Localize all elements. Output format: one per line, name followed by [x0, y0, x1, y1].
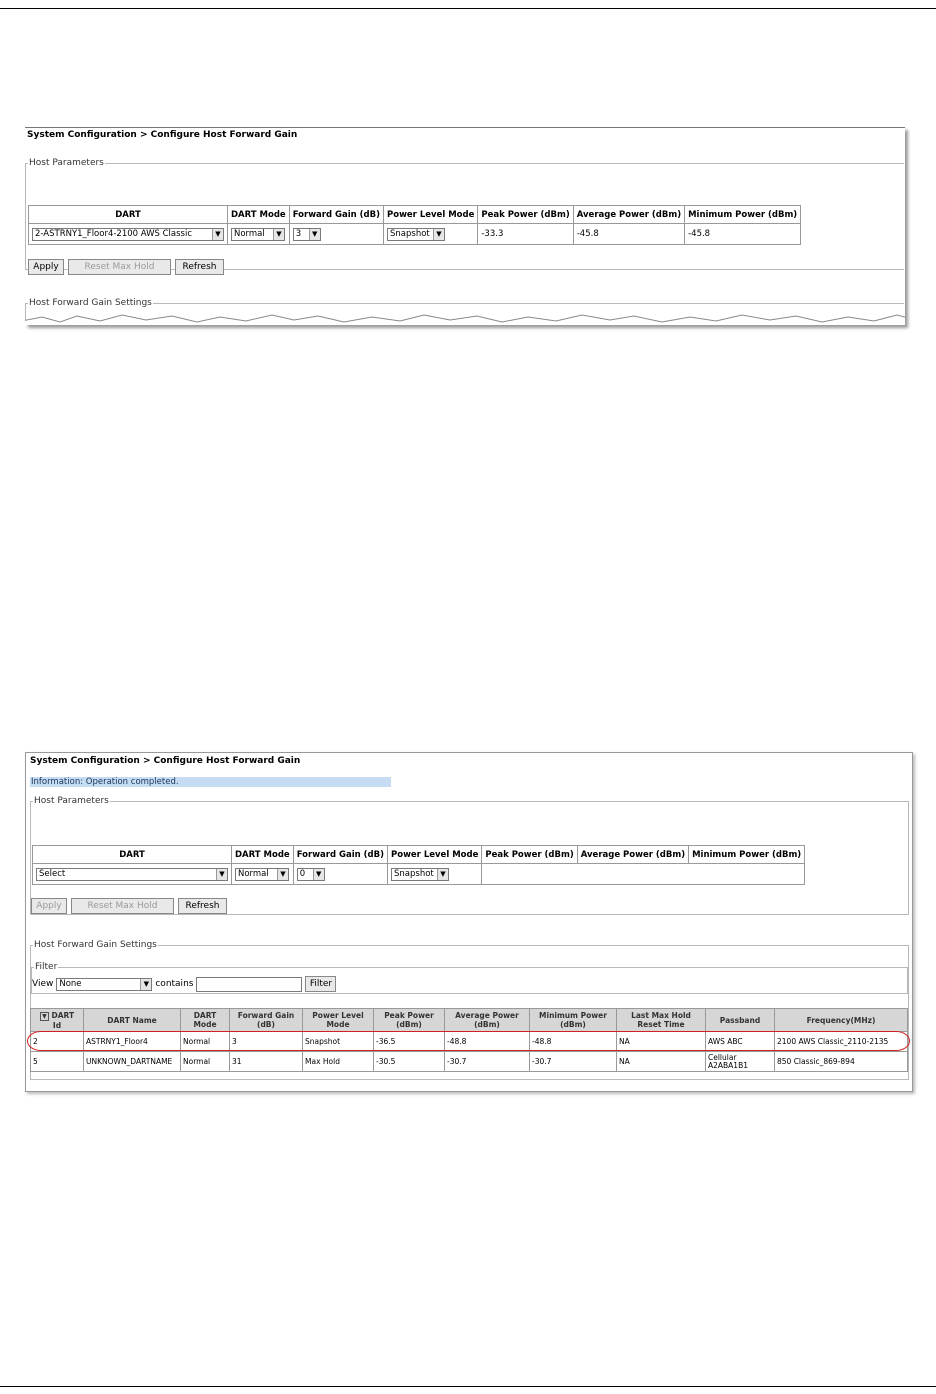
- dart-mode-cell: [232, 864, 294, 885]
- chevron-down-icon: ▼: [437, 869, 448, 880]
- reset-max-hold-button[interactable]: Reset Max Hold: [71, 898, 174, 914]
- dart-id: 2: [31, 1032, 84, 1052]
- apply-button[interactable]: Apply: [28, 259, 64, 275]
- dart-mode-select[interactable]: Normal ▼: [231, 228, 285, 241]
- minimum-power: -30.7: [530, 1052, 617, 1072]
- col-dart-mode: DART Mode: [232, 846, 294, 864]
- col-dart-mode[interactable]: DART Mode: [181, 1009, 230, 1032]
- dart-mode: Normal: [181, 1032, 230, 1052]
- highlight-ellipse: [27, 1031, 910, 1051]
- info-message: Information: Operation completed.: [30, 777, 391, 787]
- minimum-power-value: -45.8: [685, 224, 801, 245]
- dart-name: ASTRNY1_Floor4: [84, 1032, 181, 1052]
- reset-max-hold-button[interactable]: Reset Max Hold: [68, 259, 171, 275]
- dart-mode: Normal: [181, 1052, 230, 1072]
- power-level-mode-cell: [388, 864, 482, 885]
- chevron-down-icon: ▼: [433, 229, 444, 240]
- peak-power: -30.5: [374, 1052, 445, 1072]
- col-dart-mode: DART Mode: [228, 206, 290, 224]
- view-label: View: [32, 979, 54, 989]
- power-level-mode-select[interactable]: Snapshot ▼: [391, 868, 449, 881]
- refresh-button[interactable]: Refresh: [175, 259, 224, 275]
- dart-select[interactable]: 2-ASTRNY1_Floor4-2100 AWS Classic ▼: [32, 228, 224, 241]
- average-power: -48.8: [445, 1032, 530, 1052]
- forward-gain-cell: [289, 224, 383, 245]
- peak-power-value: -33.3: [478, 224, 573, 245]
- host-forward-gain-legend: Host Forward Gain Settings: [29, 298, 152, 308]
- passband: AWS ABC: [706, 1032, 775, 1052]
- results-header: [31, 1009, 908, 1032]
- col-average-power: Average Power (dBm): [577, 846, 688, 864]
- apply-button[interactable]: Apply: [31, 898, 67, 914]
- col-frequency[interactable]: Frequency(MHz): [775, 1009, 908, 1032]
- frequency: 850 Classic_869-894: [775, 1052, 908, 1072]
- col-average-power: Average Power (dBm): [573, 206, 684, 224]
- col-power-level-mode: Power Level Mode: [388, 846, 482, 864]
- host-parameters-legend: Host Parameters: [29, 158, 104, 168]
- col-dart: DART: [33, 846, 232, 864]
- host-parameters-table: [28, 205, 801, 245]
- filter-row: [32, 976, 336, 992]
- host-parameters-table: [32, 845, 805, 885]
- col-dart-id[interactable]: ▼ DART Id: [31, 1009, 84, 1032]
- dart-cell: [29, 224, 228, 245]
- chevron-down-icon: ▼: [216, 869, 227, 880]
- screenshot-top: [25, 127, 905, 325]
- col-forward-gain: Forward Gain (dB): [293, 846, 387, 864]
- chevron-down-icon: ▼: [277, 869, 288, 880]
- chevron-down-icon: ▼: [273, 229, 284, 240]
- power-level-mode-cell: [384, 224, 478, 245]
- torn-edge: [25, 313, 905, 325]
- forward-gain-cell: [293, 864, 387, 885]
- dart-id: 5: [31, 1052, 84, 1072]
- power-level-mode: Snapshot: [303, 1032, 374, 1052]
- page-top-rule: [0, 8, 936, 9]
- last-max-hold: NA: [617, 1032, 706, 1052]
- forward-gain: 31: [230, 1052, 303, 1072]
- minimum-power: -48.8: [530, 1032, 617, 1052]
- col-peak-power[interactable]: Peak Power (dBm): [374, 1009, 445, 1032]
- chevron-down-icon: ▼: [309, 229, 320, 240]
- col-dart: DART: [29, 206, 228, 224]
- col-passband[interactable]: Passband: [706, 1009, 775, 1032]
- view-select[interactable]: None ▼: [56, 978, 152, 991]
- filter-button[interactable]: Filter: [305, 976, 336, 992]
- dart-select[interactable]: Select ▼: [36, 868, 228, 881]
- power-level-mode-select[interactable]: Snapshot ▼: [387, 228, 445, 241]
- screenshot-bottom: [25, 752, 913, 1092]
- dart-mode-select[interactable]: Normal ▼: [235, 868, 289, 881]
- sort-toggle-icon[interactable]: ▼: [40, 1012, 49, 1021]
- breadcrumb: System Configuration > Configure Host Forward Gain: [27, 130, 298, 140]
- dart-cell: [33, 864, 232, 885]
- forward-gain: 3: [230, 1032, 303, 1052]
- chevron-down-icon: ▼: [140, 979, 151, 990]
- chevron-down-icon: ▼: [313, 869, 324, 880]
- last-max-hold: NA: [617, 1052, 706, 1072]
- dart-name: UNKNOWN_DARTNAME: [84, 1052, 181, 1072]
- passband: Cellular A2ABA1B1: [706, 1052, 775, 1072]
- col-average-power[interactable]: Average Power (dBm): [445, 1009, 530, 1032]
- col-forward-gain: Forward Gain (dB): [289, 206, 383, 224]
- power-level-mode: Max Hold: [303, 1052, 374, 1072]
- forward-gain-select[interactable]: 0 ▼: [297, 868, 325, 881]
- col-power-level-mode: Power Level Mode: [384, 206, 478, 224]
- breadcrumb: System Configuration > Configure Host Forward Gain: [30, 756, 301, 766]
- col-minimum-power[interactable]: Minimum Power (dBm): [530, 1009, 617, 1032]
- col-peak-power: Peak Power (dBm): [482, 846, 577, 864]
- col-last-max-hold[interactable]: Last Max Hold Reset Time: [617, 1009, 706, 1032]
- filter-legend: Filter: [35, 962, 58, 972]
- power-values-empty: [482, 864, 805, 885]
- frequency: 2100 AWS Classic_2110-2135: [775, 1032, 908, 1052]
- chevron-down-icon: ▼: [212, 229, 223, 240]
- dart-mode-cell: [228, 224, 290, 245]
- col-peak-power: Peak Power (dBm): [478, 206, 573, 224]
- page-bottom-rule: [0, 1386, 936, 1387]
- host-parameters-legend: Host Parameters: [34, 796, 109, 806]
- peak-power: -36.5: [374, 1032, 445, 1052]
- col-minimum-power: Minimum Power (dBm): [689, 846, 805, 864]
- forward-gain-select[interactable]: 3 ▼: [293, 228, 321, 241]
- col-minimum-power: Minimum Power (dBm): [685, 206, 801, 224]
- refresh-button[interactable]: Refresh: [178, 898, 227, 914]
- contains-label: contains: [155, 979, 194, 989]
- col-forward-gain[interactable]: Forward Gain (dB): [230, 1009, 303, 1032]
- host-forward-gain-legend: Host Forward Gain Settings: [34, 940, 157, 950]
- filter-text-input[interactable]: [196, 977, 302, 992]
- table-row[interactable]: [31, 1052, 908, 1072]
- average-power-value: -45.8: [573, 224, 684, 245]
- col-power-level-mode[interactable]: Power Level Mode: [303, 1009, 374, 1032]
- col-dart-name[interactable]: DART Name: [84, 1009, 181, 1032]
- average-power: -30.7: [445, 1052, 530, 1072]
